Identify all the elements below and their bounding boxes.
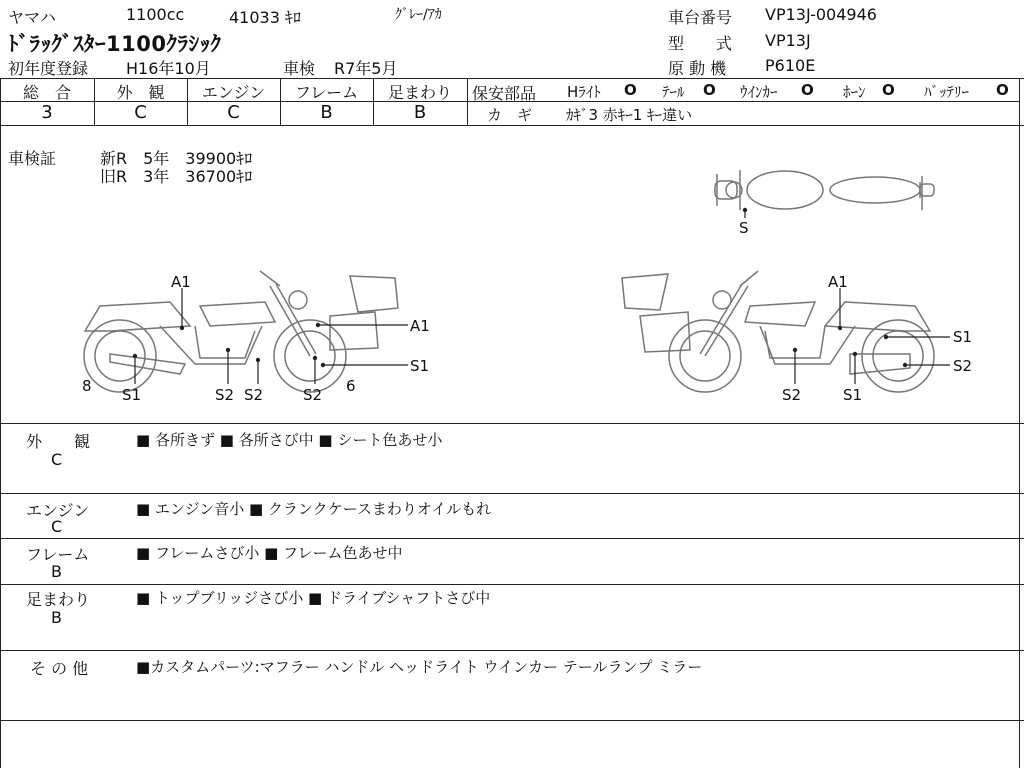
cert-label: 車検証 — [8, 149, 57, 168]
inspection-value: R7年5月 — [334, 59, 398, 78]
divider — [0, 650, 1024, 651]
mark-right-s1-bottom: S1 — [843, 386, 863, 404]
section-text-suspension: ■ トップブリッジさび小 ■ ドライブシャフトさび中 — [136, 589, 491, 607]
grade-label-overall: 総 合 — [22, 83, 71, 102]
grade-label-suspension: 足まわり — [387, 83, 452, 102]
grade-label-frame: フレーム — [294, 83, 359, 102]
safety-item-battery: ﾊﾞｯﾃﾘｰ — [924, 83, 970, 101]
grade-value-suspension: B — [413, 102, 427, 123]
safety-item-winker: ｳｲﾝｶｰ — [740, 83, 778, 101]
left-view-motorcycle-icon — [84, 271, 398, 392]
divider — [0, 584, 1024, 585]
inspection-label: 車検 — [283, 59, 316, 78]
type-value: VP13J — [765, 31, 811, 50]
type-label: 型 式 — [668, 34, 733, 53]
key-label: カ ギ — [487, 106, 533, 124]
section-text-other: ■カスタムパーツ:マフラー ハンドル ヘッドライト ウインカー テールランプ ミラー — [136, 658, 703, 676]
first-reg-value: H16年10月 — [126, 59, 211, 78]
section-text-exterior: ■ 各所きず ■ 各所さび中 ■ シート色あせ小 — [136, 431, 443, 449]
section-grade-engine: C — [51, 517, 63, 536]
section-grade-exterior: C — [51, 450, 63, 469]
section-label-exterior: 外 観 — [26, 432, 91, 451]
safety-status-winker: O — [801, 81, 814, 99]
grade-value-exterior: C — [134, 102, 147, 123]
maker: ヤマハ — [8, 8, 56, 27]
mark-left-s1-front: S1 — [410, 357, 430, 375]
engine-value: P610E — [765, 56, 816, 75]
right-view-motorcycle-icon — [622, 271, 934, 392]
frame-no-label: 車台番号 — [668, 8, 733, 27]
mark-left-a1-body: A1 — [171, 273, 191, 291]
grade-value-overall: 3 — [41, 102, 53, 123]
section-label-frame: フレーム — [26, 545, 90, 564]
mark-left-s2-fork: S2 — [303, 386, 323, 404]
mark-left-s2-engine: S2 — [215, 386, 235, 404]
safety-item-horn: ﾎｰﾝ — [843, 83, 866, 101]
mark-right-s2-engine: S2 — [782, 386, 802, 404]
divider — [467, 78, 468, 125]
divider — [0, 493, 1024, 494]
safety-status-headlight: O — [624, 81, 637, 99]
section-grade-frame: B — [51, 562, 62, 581]
divider — [0, 78, 1024, 79]
cert-old: 旧R 3年 36700ｷﾛ — [100, 167, 253, 186]
grade-value-frame: B — [320, 102, 333, 123]
safety-label: 保安部品 — [472, 84, 537, 103]
key-value: ｶｷﾞ3 赤ｷｰ1 ｷｰ違い — [566, 106, 693, 124]
grade-label-engine: エンジン — [201, 83, 266, 102]
section-label-other: そ の 他 — [30, 659, 89, 678]
section-label-suspension: 足まわり — [26, 590, 91, 609]
section-text-frame: ■ フレームさび小 ■ フレーム色あせ中 — [136, 544, 403, 562]
divider — [0, 538, 1024, 539]
grade-value-engine: C — [227, 102, 240, 123]
displacement: 1100cc — [126, 5, 185, 24]
mark-right-s1-top: S1 — [953, 328, 973, 346]
frame-no-value: VP13J-004946 — [765, 5, 877, 24]
safety-item-headlight: Hﾗｲﾄ — [567, 83, 601, 101]
mileage: 41033 ｷﾛ — [229, 8, 301, 27]
divider — [0, 423, 1024, 424]
mark-left-8: 8 — [82, 377, 92, 395]
top-view-motorcycle-icon — [715, 170, 934, 210]
first-reg-label: 初年度登録 — [8, 59, 89, 78]
safety-item-tail: ﾃｰﾙ — [662, 83, 685, 101]
engine-label: 原 動 機 — [668, 59, 727, 78]
safety-status-horn: O — [882, 81, 895, 99]
model-name: ﾄﾞﾗｯｸﾞｽﾀｰ1100ｸﾗｼｯｸ — [8, 32, 222, 56]
mark-left-s2-frame: S2 — [244, 386, 264, 404]
section-text-engine: ■ エンジン音小 ■ クランクケースまわりオイルもれ — [136, 500, 492, 518]
color: ｸﾞﾚｰ/ｱｶ — [395, 7, 442, 23]
safety-status-battery: O — [996, 81, 1009, 99]
mark-left-a1-bag: A1 — [410, 317, 430, 335]
safety-status-tail: O — [703, 81, 716, 99]
mark-right-a1: A1 — [828, 273, 848, 291]
damage-diagram — [0, 126, 1019, 423]
mark-left-6: 6 — [346, 377, 356, 395]
mark-left-s1-rear: S1 — [122, 386, 142, 404]
section-grade-suspension: B — [51, 608, 62, 627]
mark-right-s2-side: S2 — [953, 357, 973, 375]
cert-new: 新R 5年 39900ｷﾛ — [100, 149, 253, 168]
divider — [0, 720, 1024, 721]
section-label-engine: エンジン — [26, 501, 90, 520]
grade-label-exterior: 外 観 — [116, 83, 165, 102]
mark-top-s: S — [739, 219, 749, 237]
